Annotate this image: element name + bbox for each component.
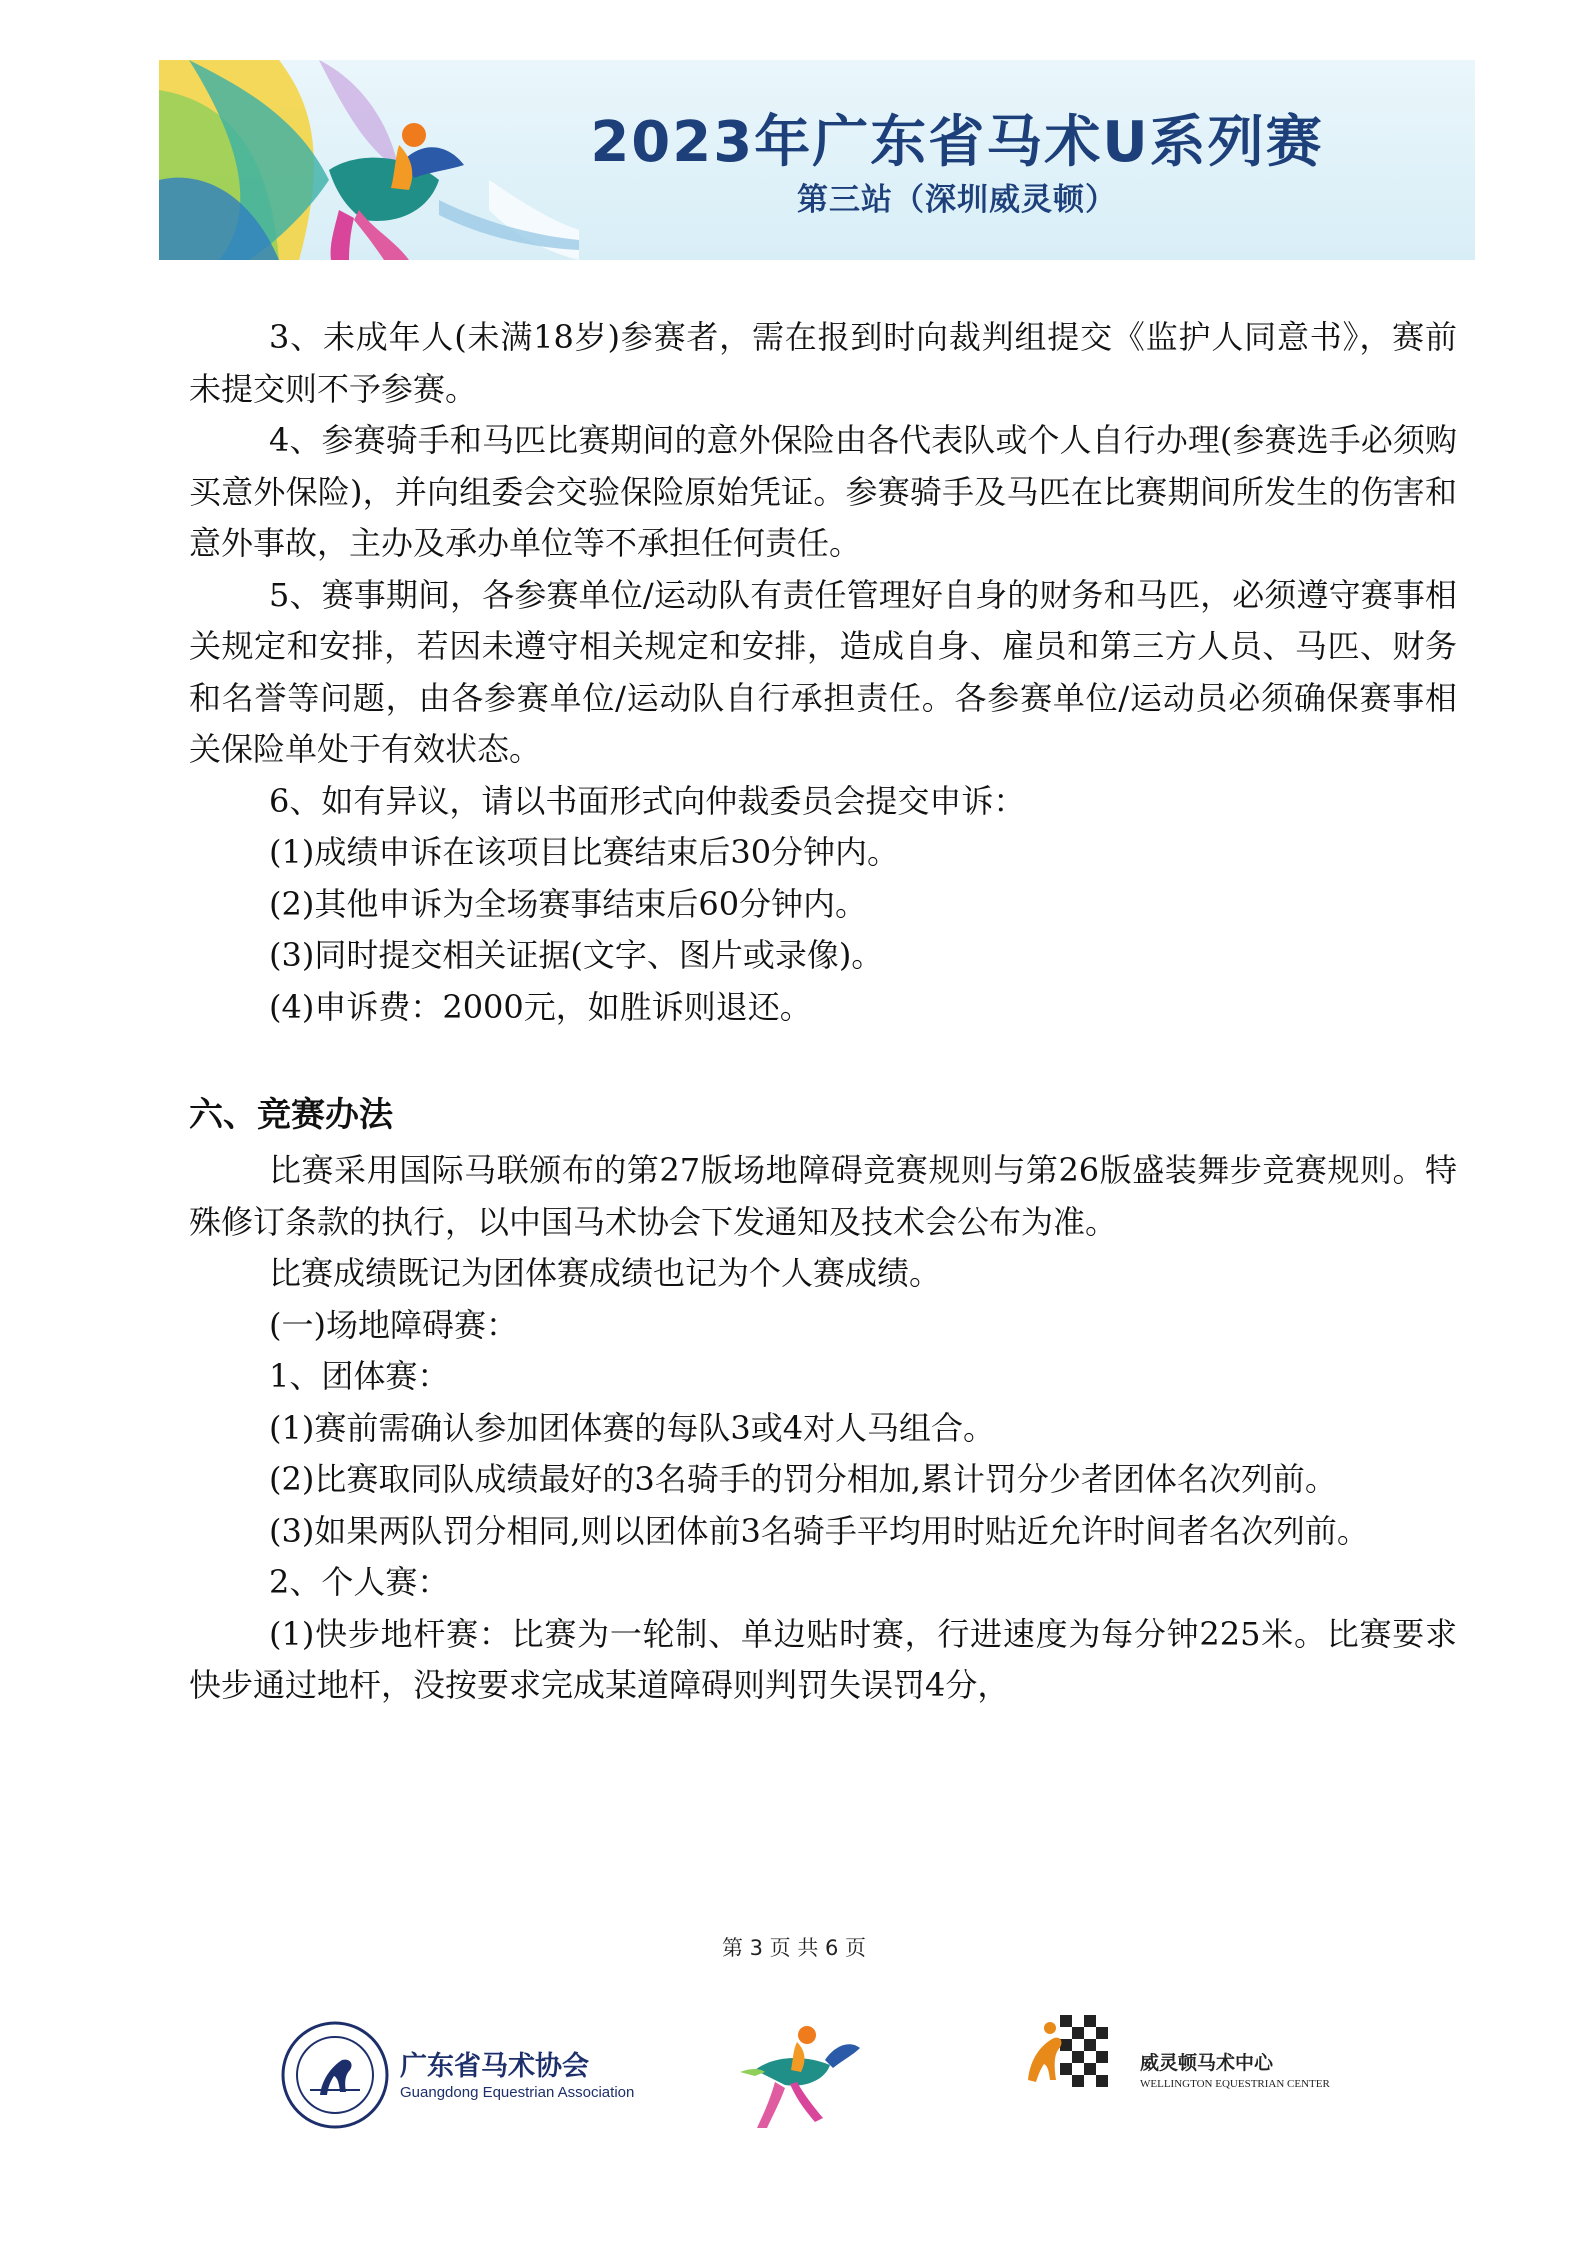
- banner-subtitle: 第三站（深圳威灵顿）: [797, 182, 1117, 218]
- paragraph: 1、团体赛：: [269, 1357, 450, 1395]
- paragraph: 比赛成绩既记为团体赛成绩也记为个人赛成绩。: [269, 1254, 942, 1292]
- paragraph: (3)同时提交相关证据(文字、图片或录像)。: [269, 936, 884, 974]
- paragraph: (2)比赛取同队成绩最好的3名骑手的罚分相加,累计罚分少者团体名次列前。: [269, 1460, 1337, 1498]
- paragraph: 2、个人赛：: [269, 1563, 450, 1601]
- paragraph: 5、赛事期间，各参赛单位/运动队有责任管理好自身的财务和马匹，必须遵守赛事相关规定和安排，若因未遵守相关规定和安排，造成自身、雇员和第三方人员、马匹、财务和名誉等问题，由各参赛单位/运动队自行承担责任。各参赛单位/运动员必须确保赛事相关保险单处于有效状态。: [189, 575, 1457, 768]
- paragraph: (一)场地障碍赛：: [269, 1305, 518, 1344]
- checkered-horse-icon: [1020, 2010, 1130, 2110]
- paragraph: (1)成绩申诉在该项目比赛结束后30分钟内。: [269, 833, 900, 871]
- paragraph: 比赛采用国际马联颁布的第27版场地障碍竞赛规则与第26版盛装舞步竞赛规则。特殊修订条款的执行，以中国马术协会下发通知及技术会公布为准。: [189, 1151, 1457, 1241]
- page-number: 第 3 页 共 6 页: [721, 1936, 867, 1960]
- section-heading: 六、竞赛办法: [189, 1095, 393, 1135]
- document-body: [189, 312, 1457, 1712]
- paragraph: (2)其他申诉为全场赛事结束后60分钟内。: [269, 884, 868, 923]
- rider-mascot-icon: [735, 2010, 865, 2130]
- banner-title: 2023年广东省马术U系列赛: [590, 110, 1324, 175]
- center-name-en: WELLINGTON EQUESTRIAN CENTER: [1140, 2078, 1330, 2090]
- association-logo: [280, 2020, 635, 2130]
- paragraph: (3)如果两队罚分相同,则以团体前3名骑手平均用时贴近允许时间者名次列前。: [269, 1511, 1369, 1550]
- paragraph: (4)申诉费：2000元，如胜诉则退还。: [269, 987, 812, 1026]
- center-name-cn: 威灵顿马术中心: [1140, 2052, 1274, 2074]
- association-name-en: Guangdong Equestrian Association: [400, 2084, 635, 2101]
- header-banner: [159, 60, 1475, 260]
- paragraph: 3、未成年人(未满18岁)参赛者，需在报到时向裁判组提交《监护人同意书》，赛前未提交则不予参赛。: [189, 318, 1457, 408]
- association-name-cn: 广东省马术协会: [400, 2051, 589, 2082]
- paragraph: 4、参赛骑手和马匹比赛期间的意外保险由各代表队或个人自行办理(参赛选手必须购买意外保险)，并向组委会交验保险原始凭证。参赛骑手及马匹在比赛期间所发生的伤害和意外事故，主办及承办单位等不承担任何责任。: [189, 421, 1457, 562]
- paragraph: (1)快步地杆赛：比赛为一轮制、单边贴时赛，行进速度为每分钟225米。比赛要求快步通过地杆，没按要求完成某道障碍则判罚失误罚4分，: [189, 1614, 1457, 1704]
- paragraph: (1)赛前需确认参加团体赛的每队3或4对人马组合。: [269, 1408, 996, 1447]
- paragraph: 6、如有异议，请以书面形式向仲裁委员会提交申诉：: [269, 781, 1026, 820]
- association-seal-icon: [280, 2020, 390, 2130]
- footer-logos: [0, 2000, 1588, 2150]
- wellington-logo: [1020, 2010, 1330, 2120]
